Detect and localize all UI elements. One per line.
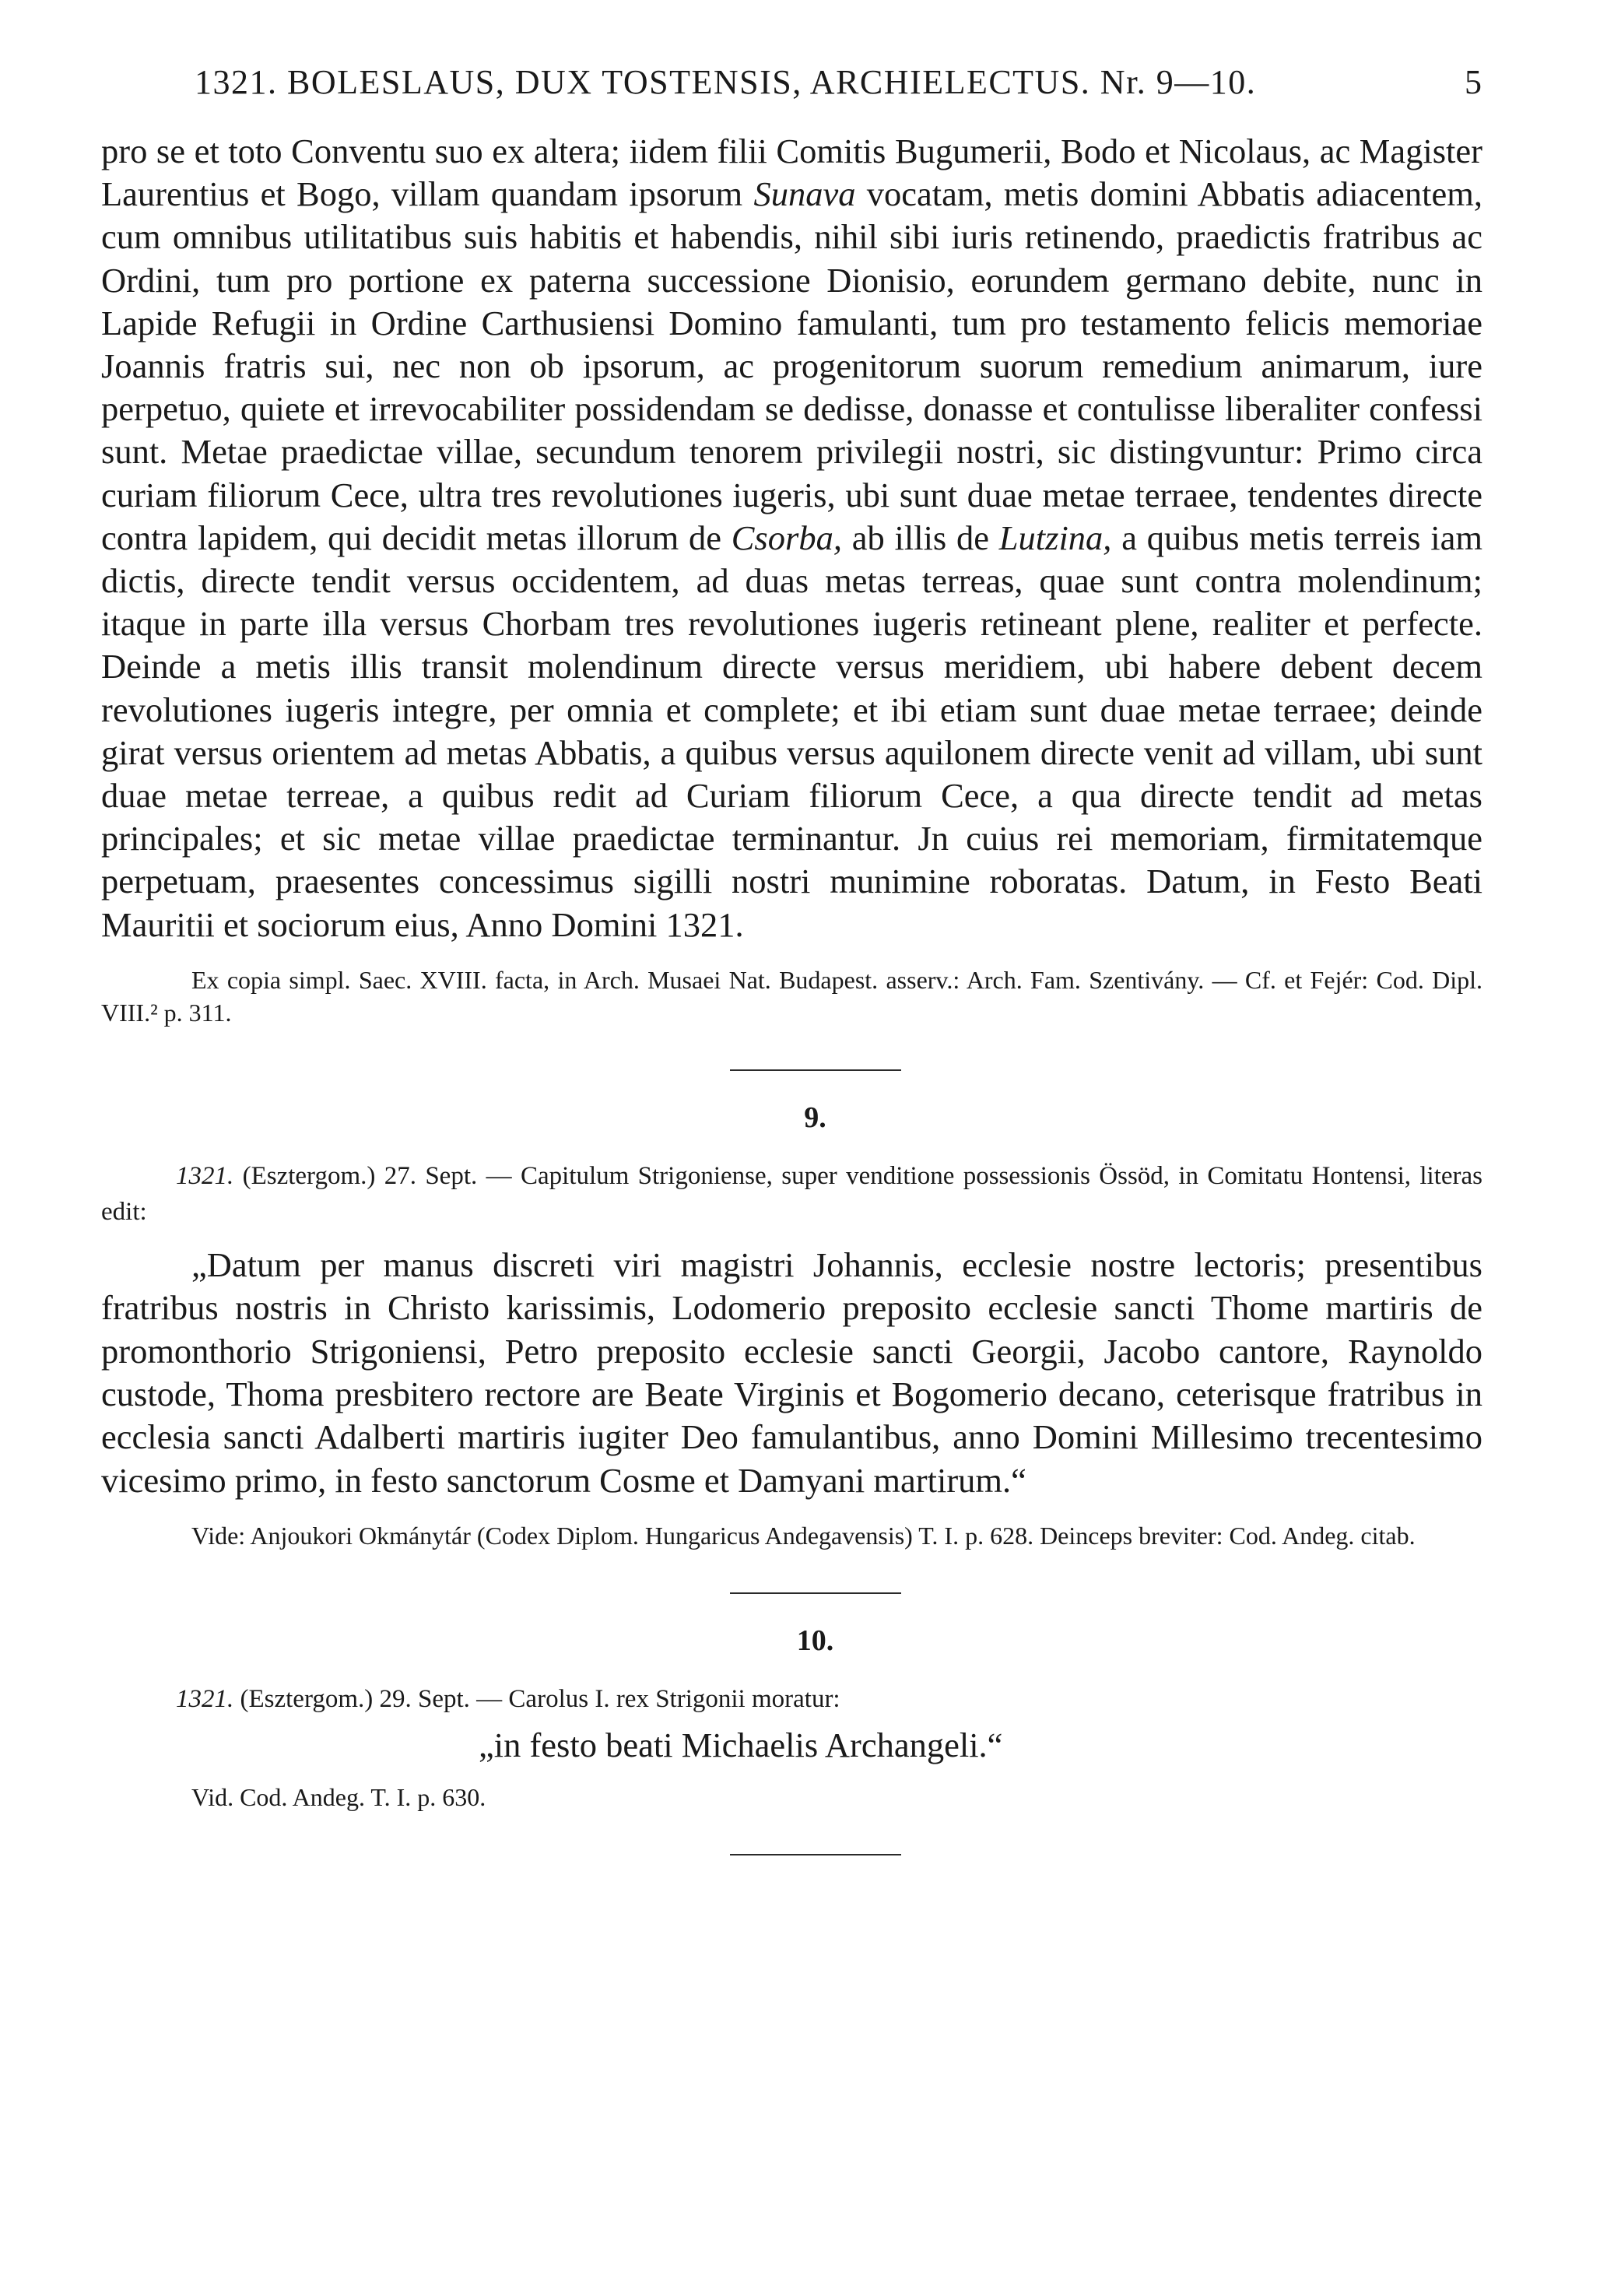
regest-text: (Esztergom.) 29. Sept. — Carolus I. rex Strigonii moratur: bbox=[233, 1685, 840, 1714]
page-number: 5 bbox=[1465, 63, 1482, 101]
reference-note-9: Vide: Anjoukori Okmánytár (Codex Diplom. Hungaricus Andegavensis) T. I. p. 628. Deinceps breviter: Cod. Andeg. citab. bbox=[191, 1522, 1416, 1550]
document-page bbox=[101, 62, 1482, 1855]
regest-date: 1321. bbox=[176, 1161, 234, 1190]
text-segment: vocatam, metis domini Abbatis adiacentem, cum omnibus utilitatibus suis habitis et habendis, nihil sibi iuris retinendo, praedictis fratribus ac Ordini, tum pro portione ex paterna successione Dionisio, eorundem germano debite, nunc in Lapide Refugii in Ordine Carthusiensi Domino famulanti, tum pro testamento felicis memoriae Joannis fratris sui, nec non ob ipsorum, ac progenitorum suorum remedium animarum, iure perpetuo, quiete et irrevocabiliter possidendam se dedisse, donasse et contulisse liberaliter confessi sunt. Metae praedictae villae, secundum tenorem privilegii nostri, sic distingvuntur: Primo circa curiam filiorum Cece, ultra tres revolutiones iugeris, ubi sunt duae metae terraee, tendentes directe contra lapidem, qui decidit metas illorum de bbox=[101, 174, 1482, 557]
source-note: Ex copia simpl. Saec. XVIII. facta, in Arch. Musaei Nat. Budapest. asserv.: Arch. Fam. Szentivány. — Cf. et Fejér: Cod. Dipl. VIII.² p. 311. bbox=[101, 965, 1482, 1027]
regest-10 bbox=[101, 1681, 1482, 1717]
regest-9 bbox=[101, 1158, 1482, 1230]
document-number-9: 9. bbox=[804, 1101, 826, 1134]
text-segment: a quibus metis terreis iam dictis, directe tendit versus occidentem, ad duas metas terreas, quae sunt contra molendinum; itaque in parte illa versus Chorbam tres revolutiones iugeris retineant plene, realiter et perfecte. Deinde a metis illis transit molendinum directe versus meridiem, ubi habere debent decem revolutiones iugeris integre, per omnia et complete; et ibi etiam sunt duae metae terraee; deinde girat versus orientem ad metas Abbatis, a quibus versus aquilonem directe venit ad villam, ubi sunt duae metae terreae, a quibus redit ad Curiam filiorum Cece, a qua directe tendit ad metas principales; et sic metae villae praedictae terminantur. Jn cuius rei memoriam, firmitatemque perpetuam, praesentes concessimus sigilli nostri munimine roboratas. Datum, in Festo Beati Mauritii et sociorum eius, Anno Domini 1321. bbox=[101, 518, 1482, 944]
regest-date: 1321. bbox=[176, 1685, 234, 1714]
regest-text: (Esztergom.) 27. Sept. — Capitulum Strigoniense, super venditione possessionis Össöd, in Comitatu Hontensi, literas edit: bbox=[101, 1161, 1482, 1226]
text-segment: ab illis de bbox=[841, 518, 999, 557]
section-divider bbox=[730, 1069, 901, 1071]
running-head bbox=[195, 62, 1482, 102]
place-name-csorba: Csorba, bbox=[731, 518, 842, 557]
running-title: 1321. BOLESLAUS, DUX TOSTENSIS, ARCHIELECTUS. Nr. 9—10. bbox=[195, 63, 1257, 101]
quote-9: „Datum per manus discreti viri magistri Johannis, ecclesie nostre lectoris; presentibus fratribus nostris in Christo karissimis, Lodomerio preposito ecclesie sancti Thome martiris de promonthorio Strigoniensi, Petro preposito ecclesie sancti Georgii, Jacobo cantore, Raynoldo custode, Thoma presbitero rectore are Beate Virginis et Bogomerio decano, ceterisque fratribus in ecclesia sancti Adalberti martiris iugiter Deo famulantibus, anno Domini Millesimo trecentesimo vicesimo primo, in festo sanctorum Cosme et Damyani martirum.“ bbox=[101, 1245, 1482, 1500]
quote-10: „in festo beati Michaelis Archangeli.“ bbox=[479, 1726, 1003, 1765]
document-number-10: 10. bbox=[796, 1624, 834, 1658]
text-segment: pro se et toto Conventu suo ex altera; iidem filii Comitis Bugumerii, Bodo et Nicolaus, ac Magister Laurentius et Bogo, villam quandam ipsorum bbox=[101, 132, 1482, 214]
document-8-continuation bbox=[101, 130, 1482, 946]
section-divider bbox=[730, 1592, 901, 1594]
section-divider bbox=[730, 1854, 901, 1855]
place-name-sunava: Sunava bbox=[753, 174, 856, 214]
reference-note-10: Vid. Cod. Andeg. T. I. p. 630. bbox=[191, 1783, 486, 1812]
place-name-lutzina: Lutzina, bbox=[998, 518, 1112, 557]
